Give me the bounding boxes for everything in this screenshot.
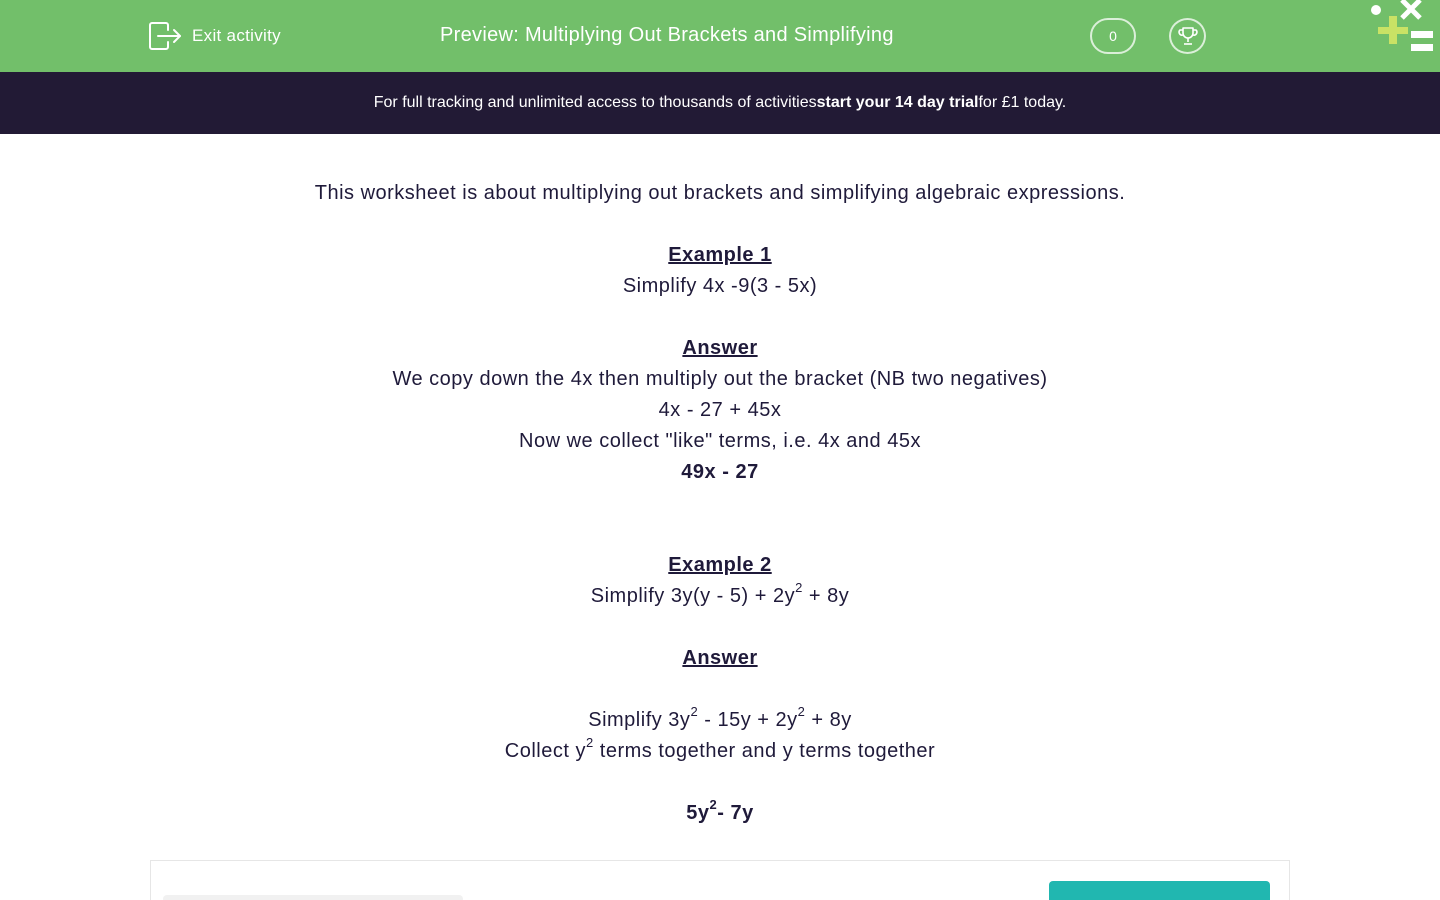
trial-banner <box>0 72 1440 134</box>
exit-activity-button[interactable] <box>148 20 281 52</box>
example-1-answer-heading: Answer <box>682 337 758 359</box>
example-1-step-2: 4x - 27 + 45x <box>658 399 782 421</box>
example-1-step-3: Now we collect "like" terms, i.e. 4x and 45x <box>519 430 921 452</box>
exit-label: Exit activity <box>192 26 281 45</box>
example-2-question: Simplify $3y(y - 5) + 2y^2 + 8y$ <box>590 580 850 607</box>
example-2-answer-heading: Answer <box>682 647 758 669</box>
example-1-heading: Example 1 <box>668 244 772 266</box>
example-1-step-1: We copy down the 4x then multiply out the bracket (NB two negatives) <box>392 368 1048 390</box>
trophy-button[interactable] <box>1169 18 1206 54</box>
question-text-placeholder <box>163 895 463 900</box>
exit-icon <box>148 21 182 51</box>
banner-text: For full tracking and unlimited access to thousands of activities <box>373 94 817 111</box>
brand-logo <box>1366 0 1440 56</box>
example-2-step-1: Simplify $3y^2 - 15y + 2y^2 + 8y$ <box>588 704 852 731</box>
top-bar <box>0 0 1440 72</box>
banner-price: for £1 today. <box>978 94 1067 111</box>
example-1-question: Simplify 4x -9(3 - 5x) <box>622 275 818 297</box>
example-2-step-2: Collect $y^2$ terms together and y terms together <box>504 735 936 762</box>
score-counter: 0 <box>1090 18 1136 54</box>
intro-text: This worksheet is about multiplying out brackets and simplifying algebraic expressions. <box>314 182 1126 204</box>
trophy-icon <box>1177 25 1199 47</box>
example-2-heading: Example 2 <box>668 554 772 576</box>
worksheet-content <box>0 178 1440 829</box>
trial-link[interactable]: start your 14 day trial <box>816 94 979 111</box>
page-title: Preview: Multiplying Out Brackets and Simplifying <box>440 24 894 46</box>
start-button[interactable] <box>1049 881 1270 900</box>
example-2-result: $5y^2-$ 7y <box>686 797 754 824</box>
question-card <box>150 860 1290 900</box>
example-1-result: 49x - 27 <box>681 461 759 483</box>
